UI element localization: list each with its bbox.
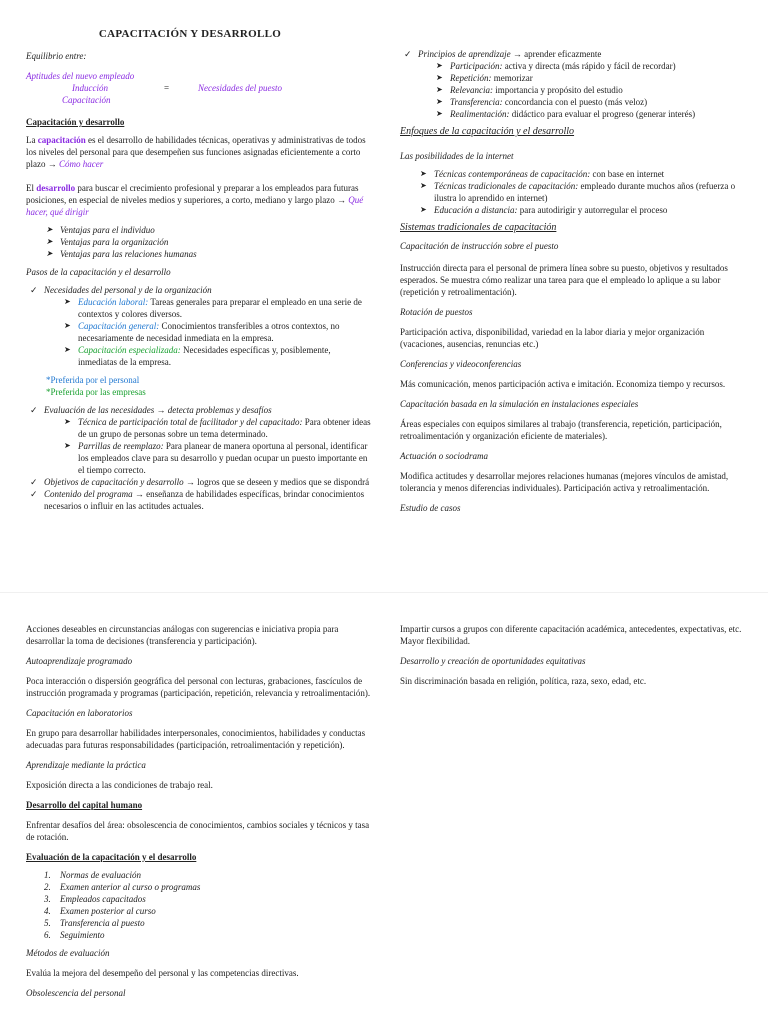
enfoques-heading: Enfoques de la capacitación y el desarrollo xyxy=(400,126,575,137)
arrow-bullet-icon: ➤ xyxy=(420,205,427,214)
pasos-list xyxy=(26,284,371,368)
list-item: 6. Seguimiento xyxy=(44,930,105,940)
arrow-bullet-icon: ➤ xyxy=(436,109,443,118)
check-icon: ✓ xyxy=(30,477,38,487)
list-item: ✓ Evaluación de las necesidades → detecta problemas y desafíos ➤ Técnica de participación total de facilitador y del capacitado: Para obtener ideas de un grupo de personas sobre un tema determinado. ➤ Parrillas de reemplazo: Para planear de manera oportuna al personal, identificar los empleados clave para su desarrollo y puedan ocupar un puesto importante en el tiempo correcto. xyxy=(30,405,371,475)
obsolescencia-heading: Obsolescencia del personal xyxy=(26,988,126,998)
list-item: ✓ Objetivos de capacitación y desarrollo → logros que se deseen y medios que se dispondrá xyxy=(30,477,370,487)
list-item: ➤ Realimentación: didáctico para evaluar el progreso (generar interés) xyxy=(436,109,696,119)
preferencias xyxy=(26,374,371,398)
arrow-bullet-icon: ➤ xyxy=(64,297,71,306)
estudio-heading: Estudio de casos xyxy=(400,503,461,513)
arrow-bullet-icon: ➤ xyxy=(436,73,443,82)
arrow-bullet-icon: ➤ xyxy=(64,417,71,426)
conferencias-text: Más comunicación, menos participación activa e imitación. Economiza tiempo y recursos. xyxy=(400,379,726,389)
rotacion-heading: Rotación de puestos xyxy=(400,307,473,317)
list-item: ➤ Transferencia: concordancia con el puesto (más veloz) xyxy=(436,97,648,107)
practica-heading: Aprendizaje mediante la práctica xyxy=(26,760,146,770)
list-item: 3. Empleados capacitados xyxy=(44,894,146,904)
metodos-text: Evalúa la mejora del desempeño del personal y las competencias directivas. xyxy=(26,968,299,978)
evaluacion-list xyxy=(26,404,371,512)
list-item: ➤ Repetición: memorizar xyxy=(436,73,533,83)
actuacion-text: Modifica actitudes y desarrollar mejores relaciones humanas (mejores vínculos de amistad, tolerancia y menos diferencias individuales). Participación activa y retroalimentación. xyxy=(400,471,729,493)
instruccion-heading: Capacitación de instrucción sobre el puesto xyxy=(400,241,559,251)
list-item: ➤ Educación a distancia: para autodirigir y autorregular el proceso xyxy=(420,205,668,215)
actuacion-heading: Actuación o sociodrama xyxy=(400,451,488,461)
capital-humano-heading: Desarrollo del capital humano xyxy=(26,800,143,810)
list-item: ✓ Contenido del programa → enseñanza de habilidades específicas, brindar conocimientos necesarios o influir en las actitudes actuales. xyxy=(30,489,365,511)
list-item: ➤ Educación laboral: Tareas generales para preparar el empleado en una serie de contextos y colores diversos. xyxy=(64,297,362,319)
principios-list xyxy=(400,48,742,120)
list-item: 5. Transferencia al puesto xyxy=(44,918,145,928)
heading-capacitacion-desarrollo: Capacitación y desarrollo xyxy=(26,117,125,127)
acciones-text: Acciones deseables en circunstancias análogas con sugerencias e iniciativa propia para desarrollar la toma de decisiones (transferencia y participación). xyxy=(26,624,339,646)
check-icon: ✓ xyxy=(30,285,38,295)
list-item: 2. Examen anterior al curso o programas xyxy=(44,882,201,892)
check-icon: ✓ xyxy=(404,49,412,59)
aptitudes-text: Aptitudes del nuevo empleado xyxy=(26,71,135,81)
autoaprendizaje-heading: Autoaprendizaje programado xyxy=(26,656,133,666)
list-item: ➤ Relevancia: importancia y propósito del estudio xyxy=(436,85,623,95)
arrow-bullet-icon: ➤ xyxy=(64,321,71,330)
pasos-heading: Pasos de la capacitación y el desarrollo xyxy=(26,267,171,277)
list-item: ✓ Necesidades del personal y de la organización ➤ Educación laboral: Tareas generales para preparar el empleado en una serie de contextos y colores diversos. ➤ Capacitación general: Conocimientos transferibles a otros contextos, no necesariamente de necesidad inmediata en la empresa. ➤ Capacitación especializada: Necesidades específicas y, posiblemente, inmediatas de la empresa. xyxy=(26,284,371,368)
arrow-bullet-icon: ➤ xyxy=(46,249,53,258)
instruccion-text: Instrucción directa para el personal de primera línea sobre su puesto, objetivos y resultados esperados. Se muestra cómo realizar una tarea para que el empleado lo aplique a su labor (repetición y retroalimentación). xyxy=(400,263,728,297)
list-item: ➤ Técnicas contemporáneas de capacitación: con base en internet xyxy=(420,169,665,179)
list-item: ➤ Técnica de participación total de facilitador y del capacitado: Para obtener ideas de un grupo de personas sobre un tema determinado. xyxy=(64,417,371,439)
evaluacion-list xyxy=(26,869,371,941)
list-item: ➤ Parrillas de reemplazo: Para planear de manera oportuna al personal, identificar los empleados clave para su desarrollo y puedan ocupar un puesto importante en el tiempo correcto. xyxy=(64,441,368,475)
capital-humano-text: Enfrentar desafíos del área: obsolescencia de conocimientos, cambios sociales y técnicos y tasa de rotación. xyxy=(26,820,370,842)
posibilidades-heading: Las posibilidades de la internet xyxy=(400,151,514,161)
autoaprendizaje-text: Poca interacción o dispersión geográfica del personal con lecturas, grabaciones, fascículos de instrucción programada y programas (participación, repetición, relevancia y retroalimentación). xyxy=(26,676,371,698)
list-item: ➤ Técnicas tradicionales de capacitación: empleado durante muchos años (refuerza o ilustra lo aprendido en internet) xyxy=(420,181,736,203)
arrow-bullet-icon: ➤ xyxy=(436,85,443,94)
equals-sign: = xyxy=(164,83,170,93)
check-icon: ✓ xyxy=(30,405,38,415)
list-item: ➤ Ventajas para la organización xyxy=(46,237,169,247)
right-column xyxy=(400,48,742,520)
arrow-bullet-icon: ➤ xyxy=(46,225,53,234)
list-item: 1. Normas de evaluación xyxy=(44,870,141,880)
simulacion-text: Áreas especiales con equipos similares al trabajo (transferencia, repetición, participación, retroalimentación y organización eficiente de materiales). xyxy=(400,419,722,441)
left-column-2 xyxy=(26,623,371,1005)
page-title: CAPACITACIÓN Y DESARROLLO xyxy=(98,28,282,40)
practica-text: Exposición directa a las condiciones de trabajo real. xyxy=(26,780,213,790)
desarrollo-equitativo-heading: Desarrollo y creación de oportunidades equitativas xyxy=(400,656,586,666)
necesidades-text: Necesidades del puesto xyxy=(198,83,282,93)
induccion-text: Inducción xyxy=(72,83,108,93)
equilibrio-label: Equilibrio entre: xyxy=(26,51,87,61)
list-item: ➤ Ventajas para el individuo xyxy=(46,225,155,235)
page-2 xyxy=(0,592,768,1025)
list-item: ✓ Principios de aprendizaje → aprender eficazmente ➤ Participación: activa y directa (más rápido y fácil de recordar) ➤ Repetición: memorizar ➤ Relevancia: importancia y propósito del estudio ➤ Transferencia: concordancia con el puesto (más veloz) ➤ Realimentación: didáctico para evaluar el progreso (generar interés) xyxy=(400,48,742,120)
pref-personal: *Preferida por el personal xyxy=(46,375,140,385)
list-item: 4. Examen posterior al curso xyxy=(44,906,156,916)
left-column xyxy=(26,50,371,512)
evaluacion-heading: Evaluación de la capacitación y el desarrollo xyxy=(26,852,197,862)
arrow-bullet-icon: ➤ xyxy=(64,345,71,354)
check-icon: ✓ xyxy=(30,489,38,499)
pref-empresas: *Preferida por las empresas xyxy=(46,387,146,397)
laboratorios-text: En grupo para desarrollar habilidades interpersonales, conocimientos, habilidades y conductas adecuadas para futuras responsabilidades (participación, retroalimentación y repetición). xyxy=(26,728,366,750)
metodos-heading: Métodos de evaluación xyxy=(26,948,110,958)
right-column-2 xyxy=(400,623,742,693)
sistemas-heading: Sistemas tradicionales de capacitación xyxy=(400,222,557,233)
arrow-bullet-icon: ➤ xyxy=(64,441,71,450)
arrow-bullet-icon: ➤ xyxy=(436,61,443,70)
capacitacion-text: Capacitación xyxy=(62,95,111,105)
simulacion-heading: Capacitación basada en la simulación en instalaciones especiales xyxy=(400,399,639,409)
ventajas-list xyxy=(26,224,371,260)
conferencias-heading: Conferencias y videoconferencias xyxy=(400,359,522,369)
equilibrio-block xyxy=(26,70,371,110)
arrow-bullet-icon: ➤ xyxy=(436,97,443,106)
desarrollo-equitativo-text: Sin discriminación basada en religión, política, raza, sexo, edad, etc. xyxy=(400,676,647,686)
capacitacion-paragraph: La capacitación es el desarrollo de habilidades técnicas, operativas y administrativas de todos los niveles del personal para que desempeñen sus funciones asignadas eficientemente a corto plazo → Cómo hacer xyxy=(26,135,366,169)
list-item: ➤ Ventajas para las relaciones humanas xyxy=(46,249,197,259)
list-item: ➤ Capacitación especializada: Necesidades específicas y, posiblemente, inmediatas de la empresa. xyxy=(64,345,331,367)
rotacion-text: Participación activa, disponibilidad, variedad en la labor diaria y mejor organización (vacaciones, ausencias, renuncias etc.) xyxy=(400,327,705,349)
arrow-bullet-icon: ➤ xyxy=(46,237,53,246)
laboratorios-heading: Capacitación en laboratorios xyxy=(26,708,133,718)
list-item: ➤ Participación: activa y directa (más rápido y fácil de recordar) xyxy=(436,61,676,71)
list-item: ➤ Capacitación general: Conocimientos transferibles a otros contextos, no necesariamente de necesidad inmediata en la empresa. xyxy=(64,321,340,343)
desarrollo-paragraph: El desarrollo para buscar el crecimiento profesional y preparar a los empleados para futuras posiciones, en especial de niveles medios y superiores, a corto, mediano y largo plazo → Qué hacer, qué dirigir xyxy=(26,183,364,217)
arrow-bullet-icon: ➤ xyxy=(420,169,427,178)
posibilidades-list xyxy=(400,168,742,216)
arrow-bullet-icon: ➤ xyxy=(420,181,427,190)
impartir-text: Impartir cursos a grupos con diferente capacitación académica, antecedentes, expectativas, etc. Mayor flexibilidad. xyxy=(400,624,742,646)
